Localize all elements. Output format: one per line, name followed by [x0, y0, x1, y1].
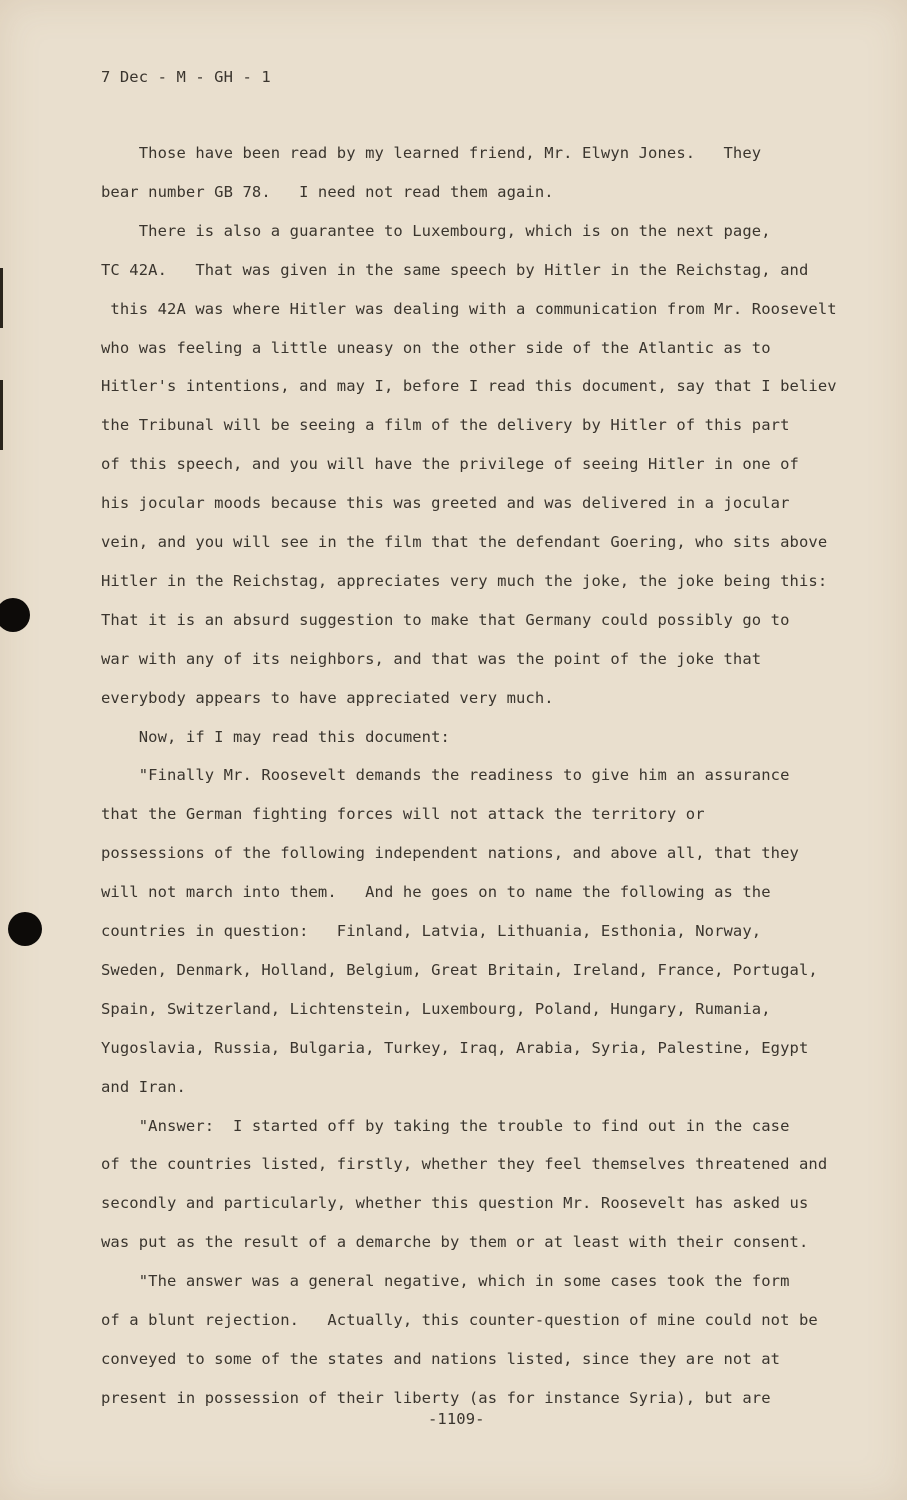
text-line: who was feeling a little uneasy on the other side of the Atlantic as to	[101, 338, 771, 357]
text-line: the Tribunal will be seeing a film of the delivery by Hitler of this part	[101, 416, 790, 435]
left-edge-mark	[0, 268, 3, 328]
text-line: of the countries listed, firstly, whether they feel themselves threatened and	[101, 1155, 828, 1174]
text-line: this 42A was where Hitler was dealing with a communication from Mr. Roosevelt	[101, 299, 837, 318]
text-line: Now, if I may read this document:	[101, 727, 450, 746]
text-line: war with any of its neighbors, and that was the point of the joke that	[101, 649, 762, 668]
text-line: "Answer: I started off by taking the trouble to find out in the case	[101, 1116, 790, 1135]
text-line: his jocular moods because this was greeted and was delivered in a jocular	[101, 494, 790, 513]
text-line: that the German fighting forces will not attack the territory or	[101, 805, 705, 824]
text-line: secondly and particularly, whether this question Mr. Roosevelt has asked us	[101, 1194, 809, 1213]
text-line: "Finally Mr. Roosevelt demands the readiness to give him an assurance	[101, 766, 790, 785]
page-header: 7 Dec - M - GH - 1	[101, 68, 271, 86]
text-line: and Iran.	[101, 1077, 186, 1096]
text-line: "The answer was a general negative, which in some cases took the form	[101, 1272, 790, 1291]
text-line: Those have been read by my learned friend, Mr. Elwyn Jones. They	[101, 144, 762, 162]
text-line: Spain, Switzerland, Lichtenstein, Luxembourg, Poland, Hungary, Rumania,	[101, 999, 771, 1018]
text-line: present in possession of their liberty (as for instance Syria), but are	[101, 1388, 771, 1407]
text-line: was put as the result of a demarche by them or at least with their consent.	[101, 1233, 809, 1252]
text-line: will not march into them. And he goes on to name the following as the	[101, 883, 771, 902]
text-line: everybody appears to have appreciated very much.	[101, 688, 554, 707]
text-line: TC 42A. That was given in the same speech by Hitler in the Reichstag, and	[101, 260, 809, 279]
text-line: There is also a guarantee to Luxembourg, which is on the next page,	[101, 221, 771, 240]
text-line: Yugoslavia, Russia, Bulgaria, Turkey, Iraq, Arabia, Syria, Palestine, Egypt	[101, 1038, 809, 1057]
text-line: vein, and you will see in the film that the defendant Goering, who sits above	[101, 533, 828, 551]
text-line: of a blunt rejection. Actually, this counter-question of mine could not be	[101, 1311, 818, 1329]
punch-hole	[0, 598, 30, 632]
left-edge-mark	[0, 380, 3, 450]
text-line: of this speech, and you will have the privilege of seeing Hitler in one of	[101, 455, 799, 474]
text-line: Sweden, Denmark, Holland, Belgium, Great Britain, Ireland, France, Portugal,	[101, 960, 818, 979]
text-line: Hitler in the Reichstag, appreciates very much the joke, the joke being this:	[101, 571, 828, 590]
text-line: countries in question: Finland, Latvia, Lithuania, Esthonia, Norway,	[101, 922, 762, 940]
text-line: conveyed to some of the states and nations listed, since they are not at	[101, 1349, 781, 1368]
text-line: possessions of the following independent nations, and above all, that they	[101, 844, 799, 863]
page-number: -1109-	[428, 1410, 485, 1428]
text-line: That it is an absurd suggestion to make that Germany could possibly go to	[101, 610, 790, 629]
text-line: bear number GB 78. I need not read them again.	[101, 182, 554, 201]
text-line: Hitler's intentions, and may I, before I read this document, say that I believ	[101, 377, 837, 396]
punch-hole	[8, 912, 42, 946]
